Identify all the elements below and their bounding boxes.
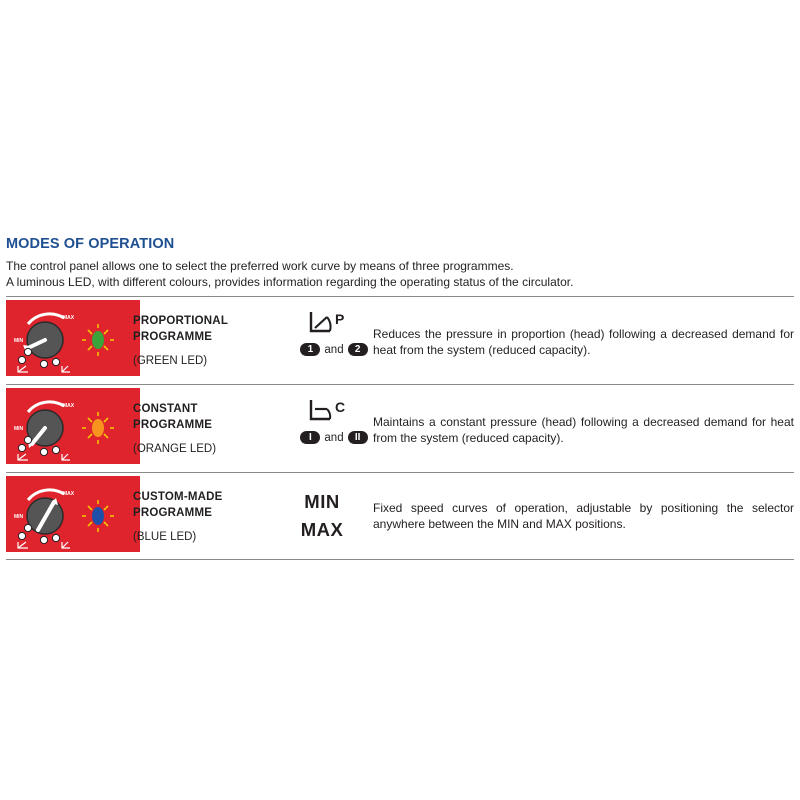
curve-badge-2: II	[348, 431, 368, 444]
max-label: MAX	[63, 315, 75, 321]
mode-led-label: (ORANGE LED)	[133, 443, 217, 455]
min-symbol: MIN	[304, 491, 340, 512]
mode-row-proportional	[6, 297, 794, 379]
led-light-icon	[82, 324, 114, 356]
badge-connector: and	[324, 343, 344, 356]
mode-title-constant	[133, 402, 253, 433]
min-label: MIN	[14, 426, 24, 432]
section-heading: MODES OF OPERATION	[6, 236, 175, 252]
mode-title-line-2: PROGRAMME	[133, 330, 213, 343]
mode-led-label: (BLUE LED)	[133, 531, 197, 543]
intro-line-2: A luminous LED, with different colours, provides information regarding the operating status of the circulator.	[6, 274, 574, 289]
mode-description: Maintains a constant pressure (head) following a decreased demand for heat from the system (reduced capacity).	[373, 415, 794, 445]
min-label: MIN	[14, 338, 24, 344]
mode-symbol-custom	[293, 488, 351, 544]
curve-badge-1: I	[300, 431, 320, 444]
control-panel-image-constant	[6, 388, 140, 464]
pump-control-dial-icon	[6, 476, 140, 552]
mode-row-custom	[6, 473, 794, 555]
mode-description: Fixed speed curves of operation, adjustable by positioning the selector anywhere between the MIN and MAX positions.	[373, 501, 794, 531]
mode-led-label: (GREEN LED)	[133, 355, 208, 367]
control-panel-image-custom	[6, 476, 140, 552]
curve-badges	[286, 431, 382, 444]
proportional-curve-icon	[308, 309, 358, 335]
mode-title-proportional	[133, 314, 253, 345]
curve-letter-p: P	[335, 311, 345, 327]
constant-curve-icon	[308, 397, 358, 423]
min-label: MIN	[14, 514, 24, 520]
mode-title-line-2: PROGRAMME	[133, 506, 213, 519]
led-light-icon	[82, 500, 114, 532]
led-light-icon	[82, 412, 114, 444]
mode-title-line-2: PROGRAMME	[133, 418, 213, 431]
curve-badge-2: 2	[348, 343, 368, 356]
mode-title-line-1: CUSTOM-MADE	[133, 491, 223, 503]
divider-bottom	[6, 559, 794, 560]
pump-control-dial-icon	[6, 388, 140, 464]
curve-letter-c: C	[335, 399, 346, 415]
mode-title-line-1: CONSTANT	[133, 403, 198, 415]
badge-connector: and	[324, 431, 344, 444]
mode-title-line-1: PROPORTIONAL	[133, 315, 229, 327]
mode-description: Reduces the pressure in proportion (head) following a decreased demand for heat from the system (reduced capacity).	[373, 327, 794, 357]
max-label: MAX	[63, 403, 75, 409]
control-panel-image-proportional	[6, 300, 140, 376]
modes-section	[6, 236, 796, 290]
mode-title-custom	[133, 490, 253, 521]
max-symbol: MAX	[300, 519, 344, 540]
curve-badges	[286, 343, 382, 356]
intro-line-1: The control panel allows one to select the preferred work curve by means of three programmes.	[6, 259, 514, 273]
curve-badge-1: 1	[300, 343, 320, 356]
max-label: MAX	[63, 491, 75, 497]
mode-row-constant	[6, 385, 794, 467]
pump-control-dial-icon	[6, 300, 140, 376]
